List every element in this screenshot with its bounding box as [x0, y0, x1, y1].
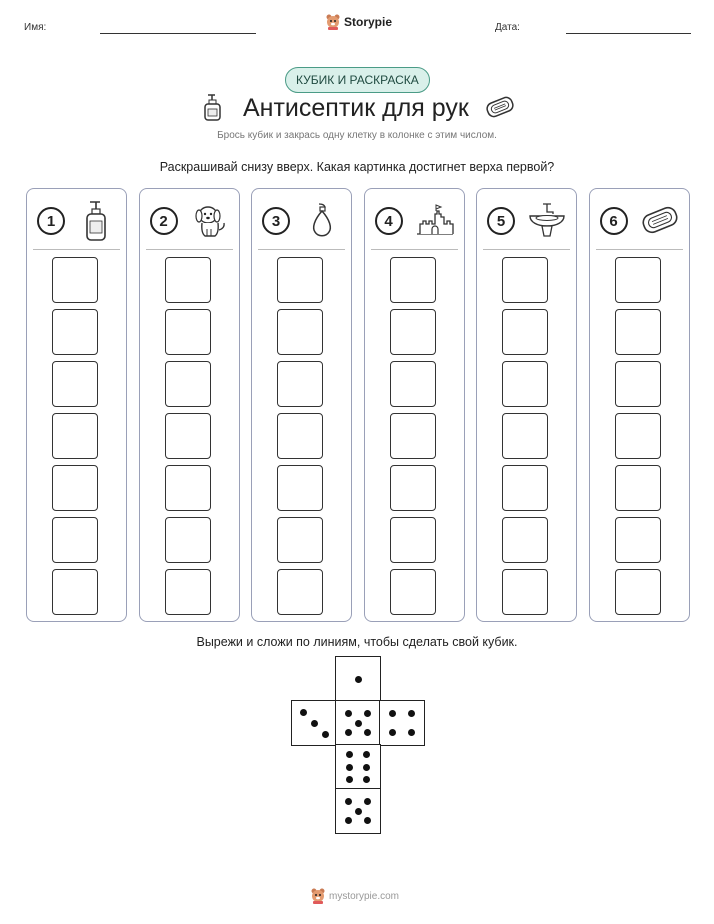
dice-pip [346, 776, 353, 783]
column-2 [139, 188, 240, 622]
page-title: Антисептик для рук [243, 94, 469, 122]
dice-pip [364, 817, 371, 824]
column-divider [33, 249, 120, 250]
color-cell[interactable] [165, 361, 211, 407]
bear-logo-icon [326, 14, 340, 30]
column-number: 2 [150, 207, 178, 235]
cut-instruction: Вырежи и сложи по линиям, чтобы сделать свой кубик. [196, 635, 518, 649]
color-cell[interactable] [52, 517, 98, 563]
color-cell[interactable] [277, 361, 323, 407]
activity-badge: КУБИК И РАСКРАСКА [285, 67, 430, 93]
color-cell[interactable] [390, 517, 436, 563]
column-divider [146, 249, 233, 250]
color-cell[interactable] [615, 413, 661, 459]
title-sanitizer-icon [202, 91, 224, 126]
color-cell[interactable] [165, 309, 211, 355]
date-line[interactable] [566, 33, 691, 34]
title-soap-icon [484, 94, 516, 125]
color-cell[interactable] [615, 517, 661, 563]
column-number: 1 [37, 207, 65, 235]
dice-pip [355, 720, 362, 727]
color-cell[interactable] [165, 413, 211, 459]
column-4 [364, 188, 465, 622]
dice-pip [345, 817, 352, 824]
dice-pip [389, 729, 396, 736]
dice-face-5 [335, 788, 381, 834]
soap-bar-icon [638, 197, 682, 243]
color-cell[interactable] [277, 413, 323, 459]
sandcastle-icon [413, 197, 457, 243]
color-cell[interactable] [52, 309, 98, 355]
dice-pip [408, 729, 415, 736]
color-cell[interactable] [502, 413, 548, 459]
color-cell[interactable] [615, 309, 661, 355]
color-cell[interactable] [502, 361, 548, 407]
dice-pip [322, 731, 329, 738]
color-cell[interactable] [52, 569, 98, 615]
color-cell[interactable] [277, 257, 323, 303]
dice-pip [364, 710, 371, 717]
color-cell[interactable] [165, 465, 211, 511]
dice-pip [300, 709, 307, 716]
dice-pip [363, 751, 370, 758]
color-cell[interactable] [615, 465, 661, 511]
column-5 [476, 188, 577, 622]
dice-face-3 [291, 700, 337, 746]
sink-icon [525, 197, 569, 243]
dice-pip [389, 710, 396, 717]
color-cell[interactable] [502, 309, 548, 355]
dice-pip [345, 729, 352, 736]
name-label: Имя: [24, 22, 47, 33]
dice-pip [346, 764, 353, 771]
footer-text: mystorypie.com [329, 890, 400, 902]
water-drop-bag-icon [300, 197, 344, 243]
storypie-logo [326, 14, 392, 30]
dice-pip [311, 720, 318, 727]
column-number: 4 [375, 207, 403, 235]
dice-face-6 [335, 744, 381, 790]
color-cell[interactable] [615, 361, 661, 407]
date-label: Дата: [495, 22, 520, 33]
color-cell[interactable] [390, 361, 436, 407]
color-cell[interactable] [277, 309, 323, 355]
column-divider [258, 249, 345, 250]
dice-face-5 [335, 700, 381, 746]
column-1 [26, 188, 127, 622]
dice-pip [345, 710, 352, 717]
name-line[interactable] [100, 33, 256, 34]
color-cell[interactable] [615, 257, 661, 303]
footer [311, 888, 399, 904]
subtitle: Брось кубик и закрась одну клетку в колонке с этим числом. [217, 130, 497, 141]
color-cell[interactable] [390, 465, 436, 511]
color-cell[interactable] [615, 569, 661, 615]
dice-pip [363, 764, 370, 771]
dice-pip [355, 676, 362, 683]
dice-pip [346, 751, 353, 758]
dice-face-4 [379, 700, 425, 746]
color-cell[interactable] [165, 517, 211, 563]
sanitizer-pump-bottle-icon [75, 197, 119, 243]
column-number: 3 [262, 207, 290, 235]
dice-pip [363, 776, 370, 783]
color-cell[interactable] [390, 413, 436, 459]
column-divider [483, 249, 570, 250]
color-cell[interactable] [52, 257, 98, 303]
dice-pip [345, 798, 352, 805]
color-cell[interactable] [502, 465, 548, 511]
instruction: Раскрашивай снизу вверх. Какая картинка достигнет верха первой? [159, 160, 555, 174]
color-cell[interactable] [52, 413, 98, 459]
puppy-icon [188, 197, 232, 243]
color-cell[interactable] [277, 569, 323, 615]
color-cell[interactable] [502, 257, 548, 303]
color-cell[interactable] [277, 465, 323, 511]
column-3 [251, 188, 352, 622]
color-cell[interactable] [165, 569, 211, 615]
column-6 [589, 188, 690, 622]
column-number: 6 [600, 207, 628, 235]
color-cell[interactable] [165, 257, 211, 303]
dice-pip [355, 808, 362, 815]
dice-face-1 [335, 656, 381, 702]
column-divider [371, 249, 458, 250]
color-cell[interactable] [390, 257, 436, 303]
bear-logo-icon [311, 888, 325, 904]
column-divider [596, 249, 683, 250]
color-cell[interactable] [52, 361, 98, 407]
dice-pip [408, 710, 415, 717]
dice-pip [364, 729, 371, 736]
column-number: 5 [487, 207, 515, 235]
logo-text: Storypie [344, 15, 393, 29]
dice-pip [364, 798, 371, 805]
color-cell[interactable] [502, 569, 548, 615]
color-cell[interactable] [390, 309, 436, 355]
color-cell[interactable] [277, 517, 323, 563]
color-cell[interactable] [52, 465, 98, 511]
color-cell[interactable] [390, 569, 436, 615]
color-cell[interactable] [502, 517, 548, 563]
